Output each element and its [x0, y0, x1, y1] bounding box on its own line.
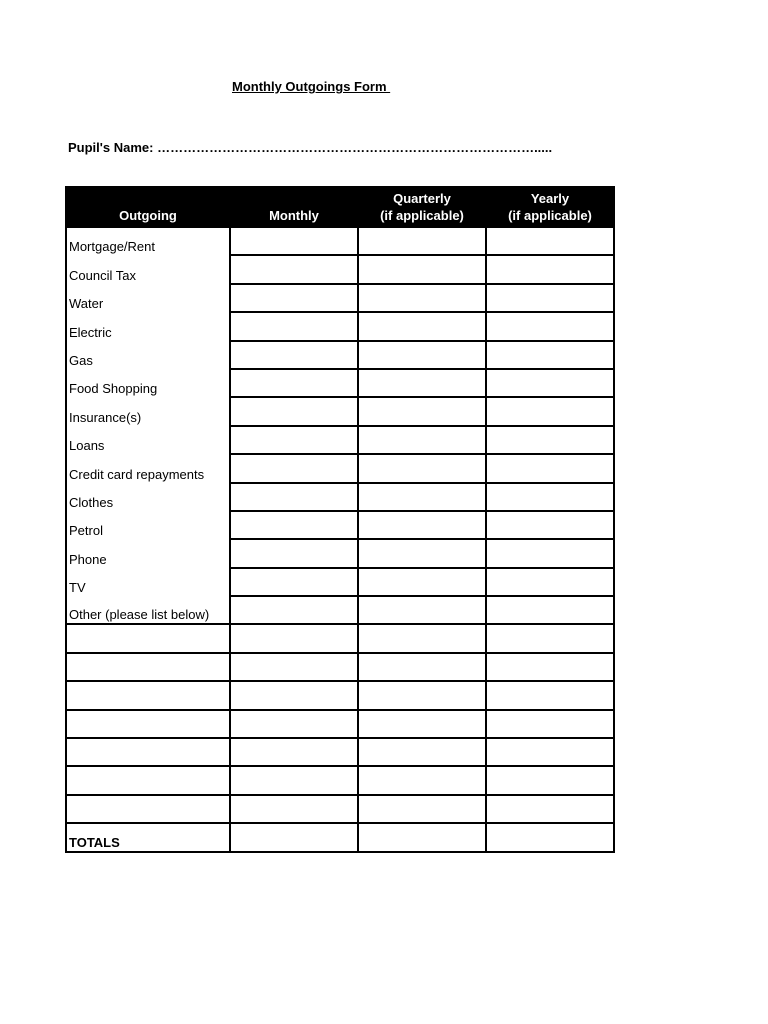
other-item-cell[interactable] [66, 738, 230, 766]
yearly-cell[interactable] [486, 710, 614, 738]
quarterly-cell[interactable] [358, 766, 486, 794]
quarterly-total-cell[interactable] [358, 823, 486, 851]
row-label: Insurance(s) [66, 397, 230, 425]
monthly-cell[interactable] [230, 284, 358, 312]
table-row [66, 369, 614, 397]
yearly-cell[interactable] [486, 511, 614, 539]
yearly-cell[interactable] [486, 681, 614, 709]
monthly-cell[interactable] [230, 596, 358, 624]
monthly-cell[interactable] [230, 653, 358, 681]
monthly-cell[interactable] [230, 426, 358, 454]
table-row [66, 710, 614, 738]
header-monthly [230, 187, 358, 227]
table-row [66, 795, 614, 823]
quarterly-cell[interactable] [358, 653, 486, 681]
quarterly-cell[interactable] [358, 426, 486, 454]
row-label: Phone [66, 539, 230, 567]
pupil-name-label: Pupil's Name: [68, 140, 158, 155]
yearly-cell[interactable] [486, 483, 614, 511]
quarterly-cell[interactable] [358, 341, 486, 369]
quarterly-cell[interactable] [358, 369, 486, 397]
monthly-cell[interactable] [230, 681, 358, 709]
monthly-cell[interactable] [230, 227, 358, 255]
table-row [66, 738, 614, 766]
table-row [66, 483, 614, 511]
monthly-cell[interactable] [230, 341, 358, 369]
header-yearly [486, 187, 614, 227]
monthly-cell[interactable] [230, 454, 358, 482]
row-label: Electric [66, 312, 230, 340]
row-label: Other (please list below) [66, 596, 230, 624]
pupil-name-field[interactable]: ……………………………………………………………………………..... [157, 140, 553, 155]
yearly-cell[interactable] [486, 568, 614, 596]
row-label: Gas [66, 341, 230, 369]
table-row [66, 511, 614, 539]
table-row [66, 454, 614, 482]
quarterly-cell[interactable] [358, 397, 486, 425]
row-label: Loans [66, 426, 230, 454]
yearly-cell[interactable] [486, 454, 614, 482]
monthly-cell[interactable] [230, 511, 358, 539]
table-row [66, 426, 614, 454]
outgoings-table [65, 186, 615, 853]
row-label: Mortgage/Rent [66, 227, 230, 255]
other-item-cell[interactable] [66, 710, 230, 738]
quarterly-cell[interactable] [358, 539, 486, 567]
quarterly-cell[interactable] [358, 284, 486, 312]
yearly-cell[interactable] [486, 227, 614, 255]
header-outgoing-line2: Outgoing [119, 208, 177, 223]
quarterly-cell[interactable] [358, 710, 486, 738]
monthly-total-cell[interactable] [230, 823, 358, 851]
other-item-cell[interactable] [66, 795, 230, 823]
quarterly-cell[interactable] [358, 624, 486, 652]
other-item-cell[interactable] [66, 766, 230, 794]
other-item-cell[interactable] [66, 681, 230, 709]
table-header-row [66, 187, 614, 227]
table-row [66, 539, 614, 567]
table-row [66, 766, 614, 794]
monthly-cell[interactable] [230, 539, 358, 567]
table-row [66, 284, 614, 312]
quarterly-cell[interactable] [358, 681, 486, 709]
header-quarterly [358, 187, 486, 227]
quarterly-cell[interactable] [358, 255, 486, 283]
yearly-cell[interactable] [486, 341, 614, 369]
yearly-cell[interactable] [486, 539, 614, 567]
yearly-cell[interactable] [486, 624, 614, 652]
header-outgoing [66, 187, 230, 227]
monthly-cell[interactable] [230, 483, 358, 511]
yearly-cell[interactable] [486, 255, 614, 283]
yearly-cell[interactable] [486, 426, 614, 454]
quarterly-cell[interactable] [358, 312, 486, 340]
quarterly-cell[interactable] [358, 795, 486, 823]
row-label: Petrol [66, 511, 230, 539]
table-row [66, 681, 614, 709]
yearly-cell[interactable] [486, 397, 614, 425]
row-label: Credit card repayments [66, 454, 230, 482]
yearly-cell[interactable] [486, 766, 614, 794]
yearly-cell[interactable] [486, 369, 614, 397]
monthly-cell[interactable] [230, 312, 358, 340]
yearly-cell[interactable] [486, 738, 614, 766]
totals-label: TOTALS [66, 823, 230, 851]
header-yearly-line1: Yearly [530, 191, 570, 206]
yearly-cell[interactable] [486, 653, 614, 681]
row-label: TV [66, 568, 230, 596]
header-yearly-line2: (if applicable) [508, 208, 592, 223]
header-quarterly-line1: Quarterly [393, 191, 451, 206]
monthly-cell[interactable] [230, 624, 358, 652]
quarterly-cell[interactable] [358, 227, 486, 255]
pupil-name-line [68, 140, 552, 155]
form-title: Monthly Outgoings Form [232, 79, 391, 94]
yearly-total-cell[interactable] [486, 823, 614, 851]
monthly-cell[interactable] [230, 710, 358, 738]
monthly-cell[interactable] [230, 738, 358, 766]
header-monthly-line2: Monthly [269, 208, 319, 223]
totals-row [66, 823, 614, 851]
table-row [66, 255, 614, 283]
quarterly-cell[interactable] [358, 568, 486, 596]
yearly-cell[interactable] [486, 795, 614, 823]
other-item-cell[interactable] [66, 653, 230, 681]
quarterly-cell[interactable] [358, 738, 486, 766]
quarterly-cell[interactable] [358, 511, 486, 539]
row-label: Water [66, 284, 230, 312]
table-row [66, 397, 614, 425]
monthly-cell[interactable] [230, 766, 358, 794]
monthly-cell[interactable] [230, 397, 358, 425]
yearly-cell[interactable] [486, 312, 614, 340]
quarterly-cell[interactable] [358, 454, 486, 482]
monthly-cell[interactable] [230, 369, 358, 397]
quarterly-cell[interactable] [358, 596, 486, 624]
other-item-cell[interactable] [66, 624, 230, 652]
quarterly-cell[interactable] [358, 483, 486, 511]
yearly-cell[interactable] [486, 284, 614, 312]
monthly-cell[interactable] [230, 795, 358, 823]
monthly-cell[interactable] [230, 568, 358, 596]
table-row [66, 653, 614, 681]
header-quarterly-line2: (if applicable) [380, 208, 464, 223]
row-label: Clothes [66, 483, 230, 511]
table-row [66, 596, 614, 624]
row-label: Council Tax [66, 255, 230, 283]
table-body [66, 227, 614, 852]
yearly-cell[interactable] [486, 596, 614, 624]
table-row [66, 341, 614, 369]
table-row [66, 568, 614, 596]
table-row [66, 624, 614, 652]
monthly-cell[interactable] [230, 255, 358, 283]
row-label: Food Shopping [66, 369, 230, 397]
table-row [66, 227, 614, 255]
table-row [66, 312, 614, 340]
